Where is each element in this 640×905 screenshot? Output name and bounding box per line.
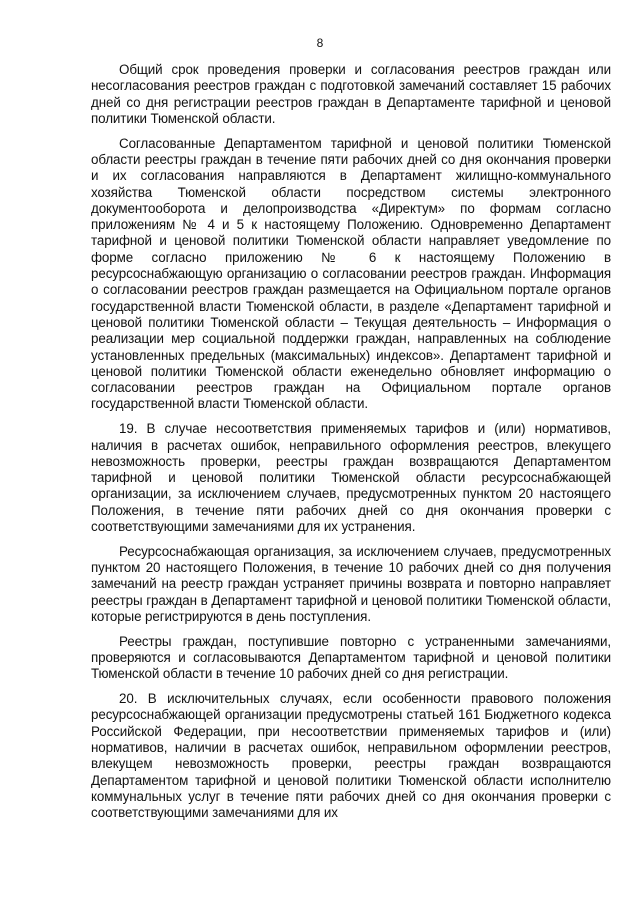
- paragraph-resubmission: Ресурсоснабжающая организация, за исключением случаев, предусмотренных пунктом 20 настоящего Положения, в течение 10 рабочих дней со дня получения замечаний на реестр граждан устраняет причины возврата и повторно направляет реестры граждан в Департамент тарифной и ценовой политики Тюменской области, которые регистрируются в день поступления.: [91, 543, 611, 624]
- paragraph-approved-registers: Согласованные Департаментом тарифной и ценовой политики Тюменской области реестры граждан в течение пяти рабочих дней со дня окончания проверки и их согласования направляются в Департамент жилищно-коммунального хозяйства Тюменской области посредством системы электронного документооборота и делопроизводства «Директум» по формам согласно приложениям № 4 и 5 к настоящему Положению. Одновременно Департамент тарифной и ценовой политики Тюменской области направляет уведомление по форме согласно приложению № 6 к настоящему Положению в ресурсоснабжающую организацию о согласовании реестров граждан. Информация о согласовании реестров граждан размещается на Официальном портале органов государственной власти Тюменской области, в разделе «Департамент тарифной и ценовой политики Тюменской области – Текущая деятельность – Информация о реализации мер социальной поддержки граждан, направленных на соблюдение установленных предельных (максимальных) индексов». Департамент тарифной и ценовой политики Тюменской области еженедельно обновляет информацию о согласовании реестров граждан на Официальном портале органов государственной власти Тюменской области.: [91, 135, 611, 412]
- paragraph-repeat-review: Реестры граждан, поступившие повторно с устраненными замечаниями, проверяются и согласовываются Департаментом тарифной и ценовой политики Тюменской области в течение 10 рабочих дней со дня регистрации.: [91, 633, 611, 682]
- paragraph-clause-20: 20. В исключительных случаях, если особенности правового положения ресурсоснабжающей организации предусмотрены статьей 161 Бюджетного кодекса Российской Федерации, при несоответствии применяемых тарифов и (или) нормативов, наличии в расчетах ошибок, неправильном оформлении реестров, влекущем невозможность проверки, реестры граждан возвращаются Департаментом тарифной и ценовой политики Тюменской области исполнителю коммунальных услуг в течение пяти рабочих дней со дня окончания проверки с соответствующими замечаниями для их: [91, 691, 611, 821]
- page-number: 8: [316, 36, 324, 50]
- paragraph-review-period: Общий срок проведения проверки и согласования реестров граждан или несогласования реестров граждан с подготовкой замечаний составляет 15 рабочих дней со дня регистрации реестров граждан в Департаменте тарифной и ценовой политики Тюменской области.: [91, 62, 611, 126]
- paragraph-clause-19: 19. В случае несоответствия применяемых тарифов и (или) нормативов, наличия в расчетах ошибок, неправильного оформления реестров, влекущего невозможность проверки, реестры граждан возвращаются Департаментом тарифной и ценовой политики Тюменской области ресурсоснабжающей организации, за исключением случаев, предусмотренных пунктом 20 настоящего Положения, в течение пяти рабочих дней со дня окончания проверки с соответствующими замечаниями для их устранения.: [91, 421, 611, 535]
- document-body: [91, 62, 611, 822]
